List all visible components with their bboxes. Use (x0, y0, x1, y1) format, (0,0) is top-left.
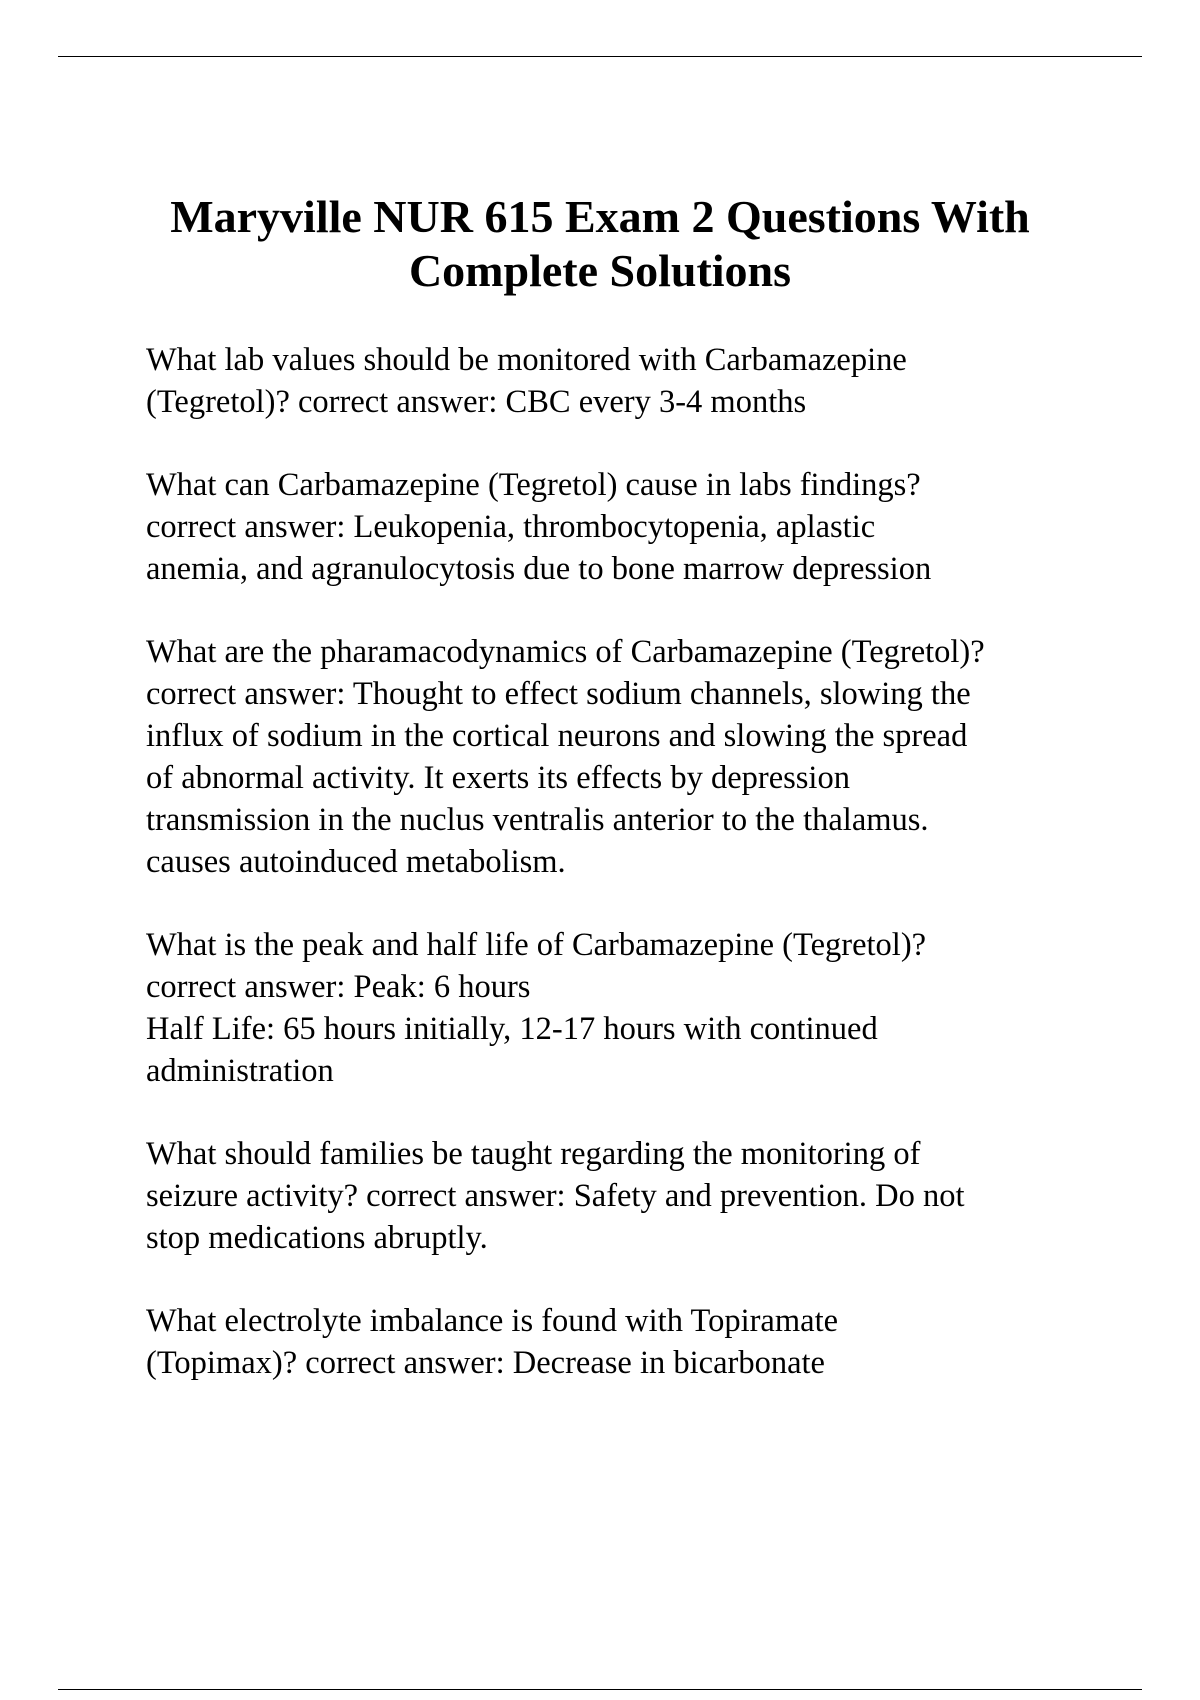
qa-item-5: What should families be taught regarding the monitoring of seizure activity? correct answer: Safety and prevention. Do not stop medications abruptly. (146, 1136, 965, 1256)
qa-item-6: What electrolyte imbalance is found with Topiramate (Topimax)? correct answer: Decrease in bicarbonate (146, 1303, 839, 1381)
qa-item-4: What is the peak and half life of Carbamazepine (Tegretol)? correct answer: Peak: 6 hours Half Life: 65 hours initially, 12-17 hours with continued administration (146, 927, 927, 1089)
top-divider (58, 56, 1142, 57)
qa-item-2: What can Carbamazepine (Tegretol) cause in labs findings? correct answer: Leukopenia, thrombocytopenia, aplastic anemia, and agranulocytosis due to bone marrow depression (146, 467, 932, 587)
document-title (60, 190, 1140, 298)
question-answer-list (146, 339, 1146, 1425)
qa-item-3: What are the pharamacodynamics of Carbamazepine (Tegretol)? correct answer: Thought to effect sodium channels, slowing the influx of sodium in the cortical neurons and slowing the spread of abnormal activity. It exerts its effects by depression transmission in the nuclus ventralis anterior to the thalamus. causes autoinduced metabolism. (146, 634, 985, 880)
title-line-2: Complete Solutions (408, 245, 792, 296)
qa-item-1: What lab values should be monitored with Carbamazepine (Tegretol)? correct answer: CBC every 3-4 months (146, 342, 907, 420)
bottom-divider (58, 1689, 1142, 1690)
title-line-1: Maryville NUR 615 Exam 2 Questions With (170, 191, 1030, 242)
